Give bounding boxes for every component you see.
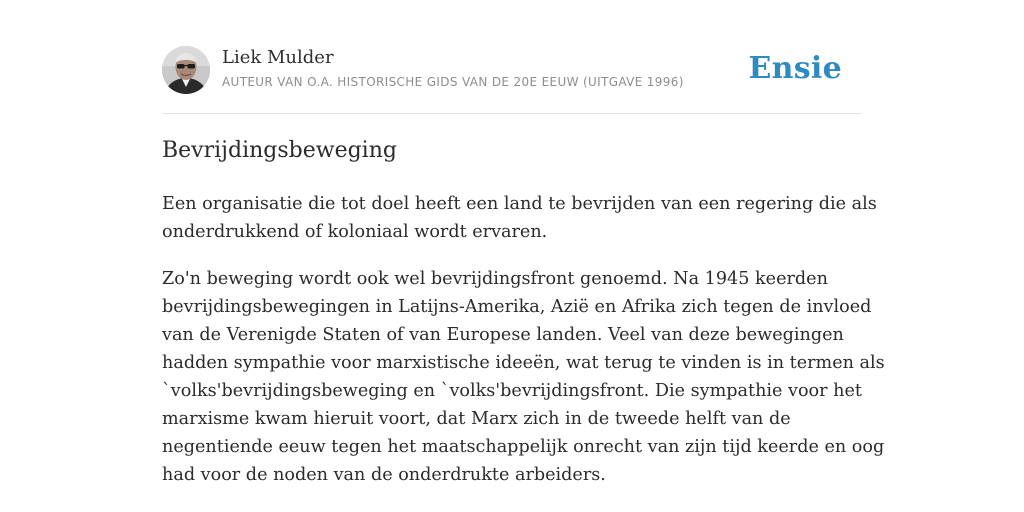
author-name[interactable]: Liek Mulder	[222, 47, 334, 68]
text-line: van de Verenigde Staten of van Europese landen. Veel van deze bewegingen	[162, 325, 844, 345]
text-line: bevrijdingsbewegingen in Latijns-Amerika, Azië en Afrika zich tegen de invloed	[162, 297, 872, 317]
ensie-logo[interactable]: Ensie	[748, 51, 842, 86]
article-header	[162, 46, 862, 114]
paragraph	[162, 190, 877, 246]
text-line: hadden sympathie voor marxistische ideeën, wat terug te vinden is in termen als	[162, 353, 885, 373]
text-line: had voor de noden van de onderdrukte arbeiders.	[162, 465, 606, 485]
author-avatar[interactable]	[162, 46, 210, 94]
article-title: Bevrijdingsbeweging	[162, 138, 397, 163]
text-line: Zo'n beweging wordt ook wel bevrijdingsfront genoemd. Na 1945 keerden	[162, 269, 828, 289]
author-description: AUTEUR VAN O.A. HISTORISCHE GIDS VAN DE 20E EEUW (UITGAVE 1996)	[222, 75, 684, 89]
text-line: negentiende eeuw tegen het maatschappelijk onrecht van zijn tijd keerde en oog	[162, 437, 885, 457]
article-body	[162, 190, 885, 508]
text-line: marxisme kwam hieruit voort, dat Marx zich in de tweede helft van de	[162, 409, 791, 429]
text-line: Een organisatie die tot doel heeft een land te bevrijden van een regering die als	[162, 194, 877, 214]
text-line: onderdrukkend of koloniaal wordt ervaren.	[162, 222, 548, 242]
paragraph	[162, 265, 885, 489]
text-line: `volks'bevrijdingsbeweging en `volks'bevrijdingsfront. Die sympathie voor het	[162, 381, 862, 401]
author-photo	[162, 46, 210, 94]
